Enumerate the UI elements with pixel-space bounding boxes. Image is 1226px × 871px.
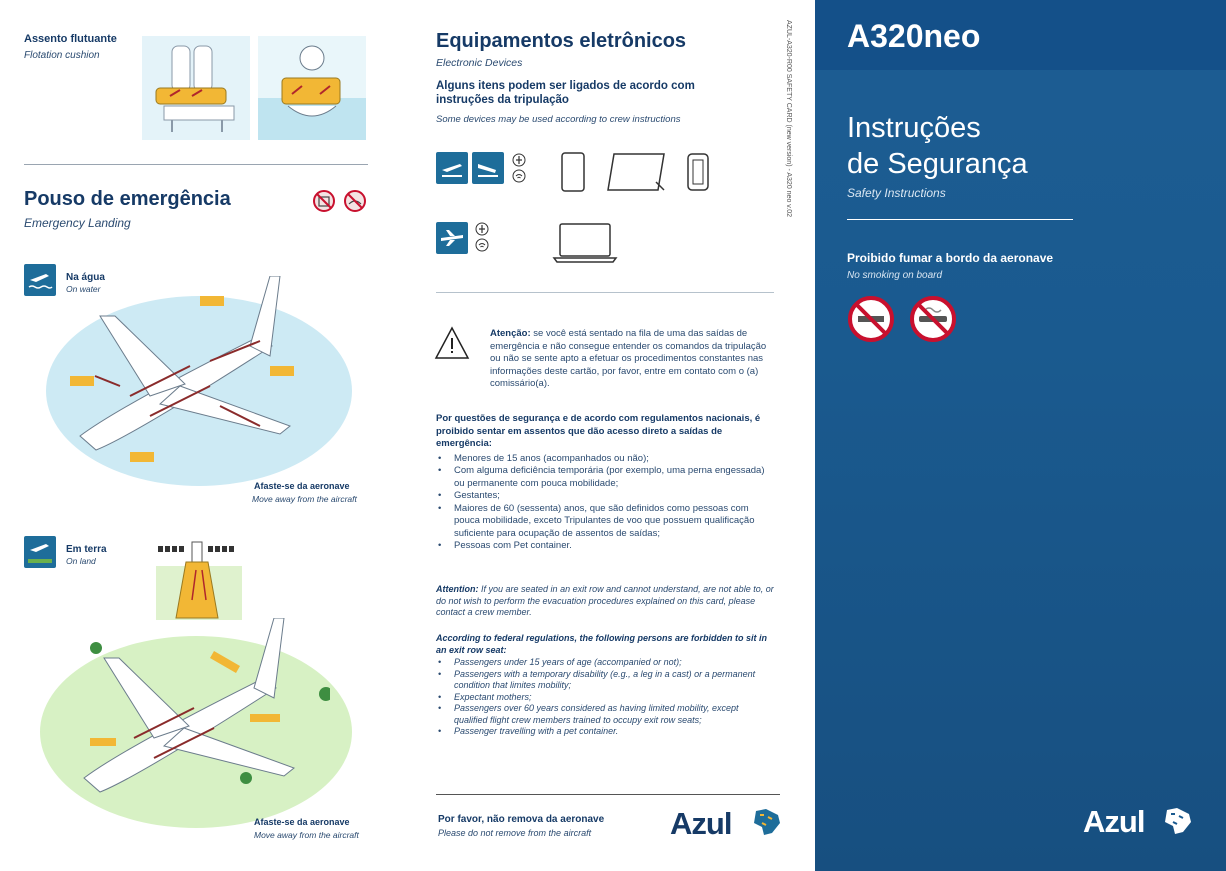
regulations-heading: Por questões de segurança e de acordo com regulamentos nacionais, é proibido sentar em assentos que dão acesso direto a saídas de emergência: [436, 413, 761, 449]
emergency-landing-subtitle: Emergency Landing [24, 216, 131, 230]
azul-logo: Azul [1083, 804, 1145, 839]
seat-cushion-illustration [142, 36, 250, 140]
azul-logo: Azul [670, 806, 732, 841]
no-luggage-icon [314, 191, 334, 211]
person-with-cushion-illustration [258, 36, 366, 140]
regulation-en-item: • Passengers under 15 years of age (accompanied or not); [436, 657, 774, 669]
water-landing-icon [24, 264, 56, 296]
brazil-map-icon [750, 807, 782, 837]
land-landing-icon [24, 536, 56, 568]
tablet-icon [608, 154, 664, 190]
emergency-landing-title: Pouso de emergência [24, 188, 231, 210]
phone-icon [562, 153, 584, 191]
no-vaping-icon [912, 298, 954, 340]
airplane-mode-wifi-icons-2 [474, 222, 490, 254]
no-smoking-text: Proibido fumar a bordo da aeronave [847, 251, 1054, 265]
do-not-remove: Por favor, não remova da aeronave [438, 814, 605, 825]
regulation-item: • Gestantes; [436, 490, 774, 503]
no-smoking-icon [850, 298, 892, 340]
airplane-mode-icon [476, 223, 488, 235]
airplane-mode-wifi-icons [511, 153, 527, 185]
divider [436, 794, 780, 795]
heading-line-2: de Segurança [847, 148, 1028, 180]
regulations-en [436, 633, 774, 738]
regulation-item: • Maiores de 60 (sessenta) anos, que são definidos como pessoas com pouca mobilidade, exceto Tripulantes de voo que possuem qualificação suficiente para ocupação de assentos de saídas; [436, 503, 774, 541]
attention-en-label: Attention: [436, 584, 479, 594]
attention-label: Atenção: [490, 328, 531, 339]
on-water-title: Na água [66, 272, 105, 283]
divider [24, 164, 368, 165]
regulation-en-item: • Passengers with a temporary disability (e.g., a leg in a cast) or a permanent condition that limites mobility; [436, 669, 774, 692]
water-caption: Afaste-se da aeronave [254, 481, 350, 491]
attention-paragraph [490, 328, 772, 391]
cruise-icon [436, 222, 468, 254]
land-caption-en: Move away from the aircraft [254, 830, 359, 840]
airplane-land-illustration [70, 618, 330, 818]
electronic-devices-title: Equipamentos eletrônicos [436, 30, 687, 52]
wifi-icon [513, 170, 525, 182]
no-smoking-icons [847, 294, 959, 344]
divider [847, 219, 1073, 220]
safety-instructions-heading [847, 110, 1028, 182]
regulation-item: • Menores de 15 anos (acompanhados ou não); [436, 453, 774, 466]
attention-paragraph-en [436, 584, 774, 619]
water-caption-en: Move away from the aircraft [252, 494, 357, 504]
warning-icon [434, 326, 470, 360]
do-not-remove-en: Please do not remove from the aircraft [438, 828, 592, 838]
cover-panel [815, 0, 1226, 871]
land-caption: Afaste-se da aeronave [254, 817, 350, 827]
attention-en-text: If you are seated in an exit row and cannot understand, are not able to, or do not wish to perform the evacuation procedures explained on this card, please contact a crew member. [436, 584, 774, 617]
heading-line-1: Instruções [847, 112, 981, 144]
regulations-en-heading: According to federal regulations, the following persons are forbidden to sit in an exit row seat: [436, 633, 768, 655]
flotation-title: Assento flutuante [24, 33, 117, 45]
regulation-en-item: • Passengers over 60 years considered as having limited mobility, except qualified flight crew members trained to occupy exit row seats; [436, 703, 774, 726]
no-items-icons [312, 189, 368, 213]
no-shoes-icon [345, 191, 365, 211]
landing-icon [472, 152, 504, 184]
airplane-water-illustration [70, 276, 320, 476]
on-water-subtitle: On water [66, 284, 101, 294]
airplane-mode-icon [513, 154, 525, 166]
brazil-map-icon [1161, 806, 1193, 836]
on-land-title: Em terra [66, 544, 107, 555]
small-devices-icons [560, 152, 720, 194]
slide-evacuation-illustration [156, 540, 242, 620]
devices-lead-en: Some devices may be used according to crew instructions [436, 114, 681, 125]
regulation-item: • Pessoas com Pet container. [436, 540, 774, 553]
electronic-devices-subtitle: Electronic Devices [436, 57, 523, 69]
regulation-en-item: • Expectant mothers; [436, 692, 774, 704]
takeoff-icon [436, 152, 468, 184]
vertical-card-code: AZUL-A320-R00 SAFETY CARD (new version) - A320 neo v.02 [785, 20, 792, 217]
aircraft-model-title: A320neo [847, 18, 981, 54]
safety-instructions-subtitle: Safety Instructions [847, 186, 946, 200]
regulation-item: • Com alguma deficiência temporária (por exemplo, uma perna engessada) ou permanente com pouca mobilidade; [436, 465, 774, 490]
attention-text: se você está sentado na fila de uma das saídas de emergência e não consegue entender os comandos da tripulação ou não se sente apto a efetuar os procedimentos constantes nas informações deste cartão, por favor, entre em contato com o (a) comissário(a). [490, 328, 767, 389]
middle-column [420, 0, 790, 871]
no-smoking-text-en: No smoking on board [847, 270, 943, 281]
on-land-subtitle: On land [66, 556, 96, 566]
devices-lead: Alguns itens podem ser ligados de acordo com instruções da tripulação [436, 80, 695, 106]
laptop-icon [552, 222, 618, 264]
flotation-subtitle: Flotation cushion [24, 50, 100, 61]
regulations-pt [436, 413, 774, 553]
left-column [0, 0, 400, 871]
regulation-en-item: • Passenger travelling with a pet container. [436, 726, 774, 738]
divider [436, 292, 774, 293]
camera-icon [688, 154, 708, 190]
wifi-icon [476, 239, 488, 251]
